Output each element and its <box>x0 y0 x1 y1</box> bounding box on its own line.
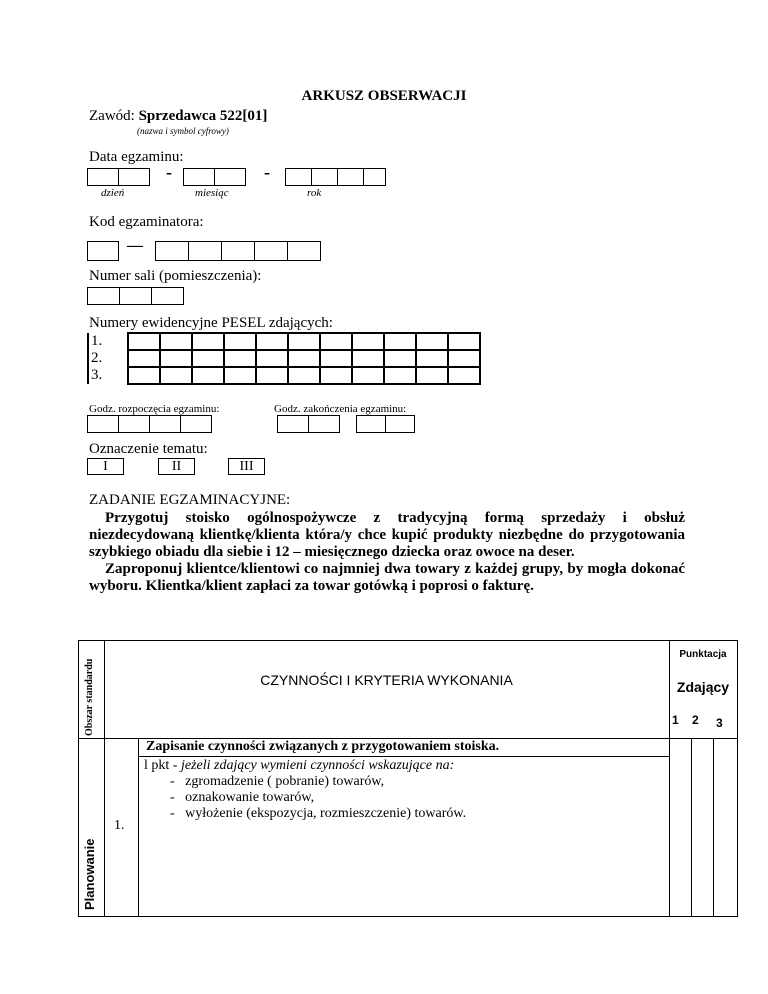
topic-option-i[interactable]: I <box>87 458 124 475</box>
end-time-hour-boxes[interactable] <box>277 415 339 433</box>
candidate-header: Zdający <box>676 679 730 695</box>
criterion-line <box>144 758 466 774</box>
task-paragraph: Przygotuj stoisko ogólnospożywcze z tradycyjną formą sprzedaży i obsłuż niezdecydowaną klientkę/klienta która/y chce kupić produkty niezbędne do przygotowania szybkiego obiadu dla siebie i 12 – miesięcznego dziecka oraz owoce na deser. <box>89 510 685 560</box>
exam-day-boxes[interactable] <box>87 168 149 186</box>
examiner-code-prefix-box[interactable] <box>87 241 118 261</box>
list-item: - zgromadzenie ( pobranie) towarów, <box>170 774 385 789</box>
year-caption: rok <box>307 187 322 199</box>
topic-option-ii[interactable]: II <box>158 458 195 475</box>
pesel-row <box>88 350 480 367</box>
date-separator: - <box>264 162 270 182</box>
exam-year-boxes[interactable] <box>285 168 385 186</box>
topic-label: Oznaczenie tematu: <box>89 441 208 457</box>
date-separator: - <box>166 162 172 182</box>
candidate-3: 3 <box>716 716 723 730</box>
profession-line <box>89 108 267 125</box>
criterion-block <box>144 758 466 822</box>
room-label: Numer sali (pomieszczenia): <box>89 268 262 284</box>
profession-value: Sprzedawca 522[01] <box>138 108 268 124</box>
exam-month-boxes[interactable] <box>183 168 245 186</box>
pesel-row <box>88 333 480 350</box>
exam-date-label: Data egzaminu: <box>89 149 184 165</box>
end-time-label: Godz. zakończenia egzaminu: <box>274 403 407 415</box>
start-time-label: Godz. rozpoczęcia egzaminu: <box>89 403 220 415</box>
topic-option-iii[interactable]: III <box>228 458 265 475</box>
pesel-row <box>88 367 480 384</box>
pesel-row-number: 3. <box>88 367 128 384</box>
task-description <box>89 510 685 595</box>
room-boxes[interactable] <box>87 287 183 305</box>
month-caption: miesiąc <box>195 187 229 199</box>
page-title: ARKUSZ OBSERWACJI <box>301 88 467 104</box>
pesel-table <box>87 332 481 385</box>
area-column-header: Obszar standardu <box>84 658 95 736</box>
candidate-1: 1 <box>672 713 679 727</box>
list-item: - oznakowanie towarów, <box>170 790 315 805</box>
task-heading: ZADANIE EGZAMINACYJNE: <box>89 492 291 508</box>
examiner-code-label: Kod egzaminatora: <box>89 214 204 230</box>
item-number: 1. <box>114 818 125 833</box>
candidate-2: 2 <box>692 713 699 727</box>
pesel-row-number: 2. <box>88 350 128 367</box>
task-paragraph: Zaproponuj klientce/klientowi co najmniej dwa towary z każdej grupy, by mogła dokonać wyboru. Klientka/klient zapłaci za towar gotówką i poprosi o fakturę. <box>89 561 685 594</box>
list-item: - wyłożenie (ekspozycja, rozmieszczenie) towarów. <box>170 806 467 821</box>
pesel-row-number: 1. <box>88 333 128 350</box>
criterion-prefix: l pkt - <box>144 758 181 773</box>
section-label: Planowanie <box>82 838 97 910</box>
criterion-text: jeżeli zdający wymieni czynności wskazujące na: <box>180 758 455 773</box>
profession-label: Zawód: <box>89 108 139 124</box>
item-title: Zapisanie czynności związanych z przygotowaniem stoiska. <box>146 739 500 754</box>
criteria-column-header: CZYNNOŚCI I KRYTERIA WYKONANIA <box>260 672 513 688</box>
day-caption: dzień <box>101 187 125 199</box>
examiner-code-boxes[interactable] <box>155 241 320 261</box>
criteria-table <box>78 640 738 917</box>
score-header: Punktacja <box>679 649 727 660</box>
profession-hint: (nazwa i symbol cyfrowy) <box>137 126 229 136</box>
end-time-minute-boxes[interactable] <box>356 415 414 433</box>
start-time-boxes[interactable] <box>87 415 211 433</box>
pesel-label: Numery ewidencyjne PESEL zdających: <box>89 315 333 331</box>
examiner-code-separator: — <box>127 237 143 254</box>
